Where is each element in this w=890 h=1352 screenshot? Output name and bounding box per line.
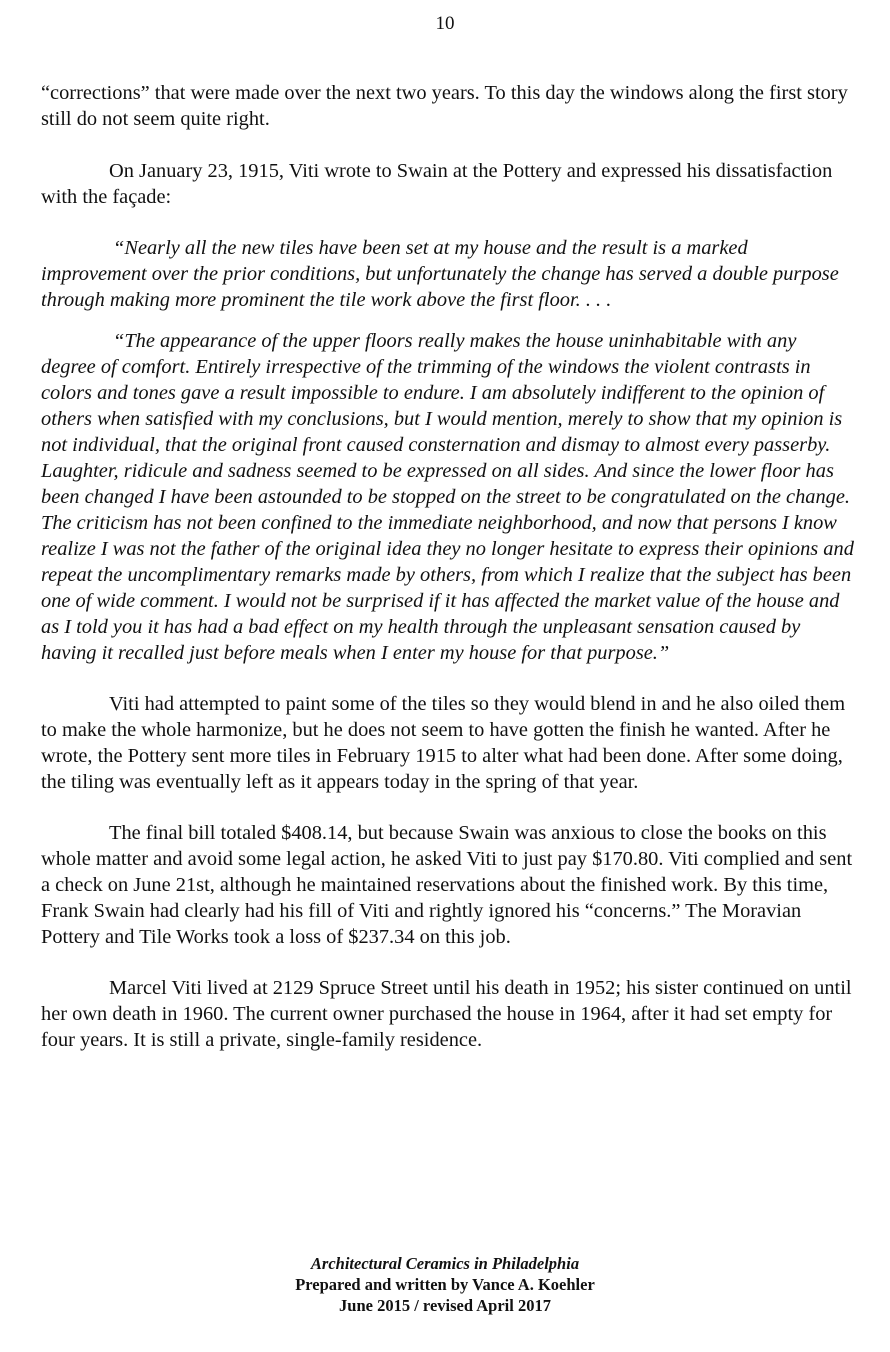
- paragraph-continuation: “corrections” that were made over the next two years. To this day the windows along the first story still do not seem quite right.: [41, 82, 848, 130]
- footer-date: June 2015 / revised April 2017: [339, 1296, 551, 1315]
- quote-upper-floors: “The appearance of the upper floors really makes the house uninhabitable with any degree of comfort. Entirely irrespective of the trimming of the windows the violent contrasts in colors and tones gave a result impossible to endure. I am absolutely indifferent to the opinion of others when satisfied with my conclusions, but I would mention, merely to show that my opinion is not individual, that the original front caused consternation and dismay to almost every passerby. Laughter, ridicule and sadness seemed to be expressed on all sides. And since the lower floor has been changed I have been astounded to be stopped on the street to be congratulated on the change. The criticism has not been confined to the immediate neighborhood, and now that persons I know realize I was not the father of the original idea they no longer hesitate to express their opinions and repeat the uncomplimentary remarks made by others, from which I realize that the subject has been one of wide comment. I would not be surprised if it has affected the market value of the house and as I told you it has had a bad effect on my health through the unpleasant sensation caused by having it recalled just before meals when I enter my house for that purpose.”: [41, 330, 854, 664]
- paragraph-paint-tiles: Viti had attempted to paint some of the tiles so they would blend in and he also oiled them to make the whole harmonize, but he does not seem to have gotten the finish he wanted. After he wrote, the Pottery sent more tiles in February 1915 to alter what had been done. After some doing, the tiling was eventually left as it appears today in the spring of that year.: [41, 693, 846, 793]
- quote-new-tiles: “Nearly all the new tiles have been set at my house and the result is a marked improvement over the prior conditions, but unfortunately the change has served a double purpose through making more prominent the tile work above the first floor. . . .: [41, 237, 839, 311]
- page-footer: [0, 1253, 890, 1316]
- document-body: [41, 80, 856, 1078]
- footer-title: Architectural Ceramics in Philadelphia: [310, 1254, 580, 1273]
- paragraph-spruce-street: Marcel Viti lived at 2129 Spruce Street until his death in 1952; his sister continued on until her own death in 1960. The current owner purchased the house in 1964, after it had set empty for four years. It is still a private, single-family residence.: [41, 977, 852, 1051]
- paragraph-final-bill: The final bill totaled $408.14, but because Swain was anxious to close the books on this whole matter and avoid some legal action, he asked Viti to just pay $170.80. Viti complied and sent a check on June 21st, although he maintained reservations about the finished work. By this time, Frank Swain had clearly had his fill of Viti and rightly ignored his “concerns.” The Moravian Pottery and Tile Works took a loss of $237.34 on this job.: [41, 822, 853, 948]
- page-number: 10: [435, 13, 455, 34]
- paragraph-viti-letter-intro: On January 23, 1915, Viti wrote to Swain at the Pottery and expressed his dissatisfaction with the façade:: [41, 160, 833, 208]
- footer-author: Prepared and written by Vance A. Koehler: [295, 1275, 595, 1294]
